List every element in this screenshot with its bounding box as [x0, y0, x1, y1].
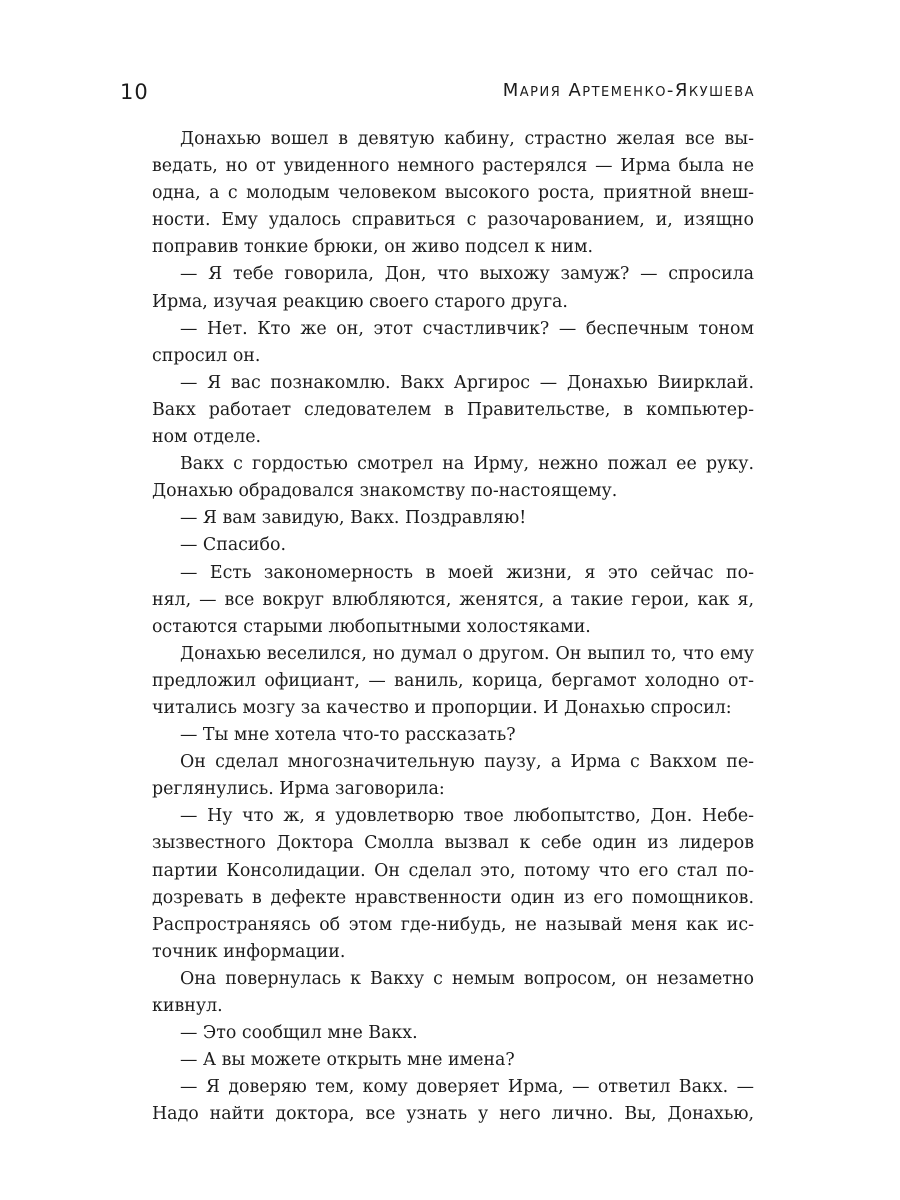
text-line: — Я тебе говорила, Дон, что выхожу замуж? — спросила: [180, 264, 754, 285]
running-head-author: Мария Артеменко-Якушева: [502, 80, 755, 101]
text-line: Надо найти доктора, все узнать у него лично. Вы, Донахью,: [152, 1104, 754, 1125]
text-line: — Я вас познакомлю. Вакх Аргирос — Донахью Виирклай.: [180, 372, 754, 393]
text-line: Донахью обрадовался знакомству по-настоящему.: [152, 481, 618, 502]
text-line: — Ты мне хотела что-то рассказать?: [180, 725, 516, 746]
text-line: Вакх с гордостью смотрел на Ирму, нежно пожал ее руку.: [180, 454, 754, 475]
text-line: Ирма, изучая реакцию своего старого друга.: [152, 291, 568, 312]
text-line: Донахью веселился, но думал о другом. Он выпил то, что ему: [180, 643, 754, 664]
text-line: остаются старыми любопытными холостяками.: [152, 616, 591, 637]
text-line: одна, а с молодым человеком высокого роста, приятной внеш-: [152, 183, 754, 204]
text-line: реглянулись. Ирма заговорила:: [152, 779, 445, 800]
text-line: — Ну что ж, я удовлетворю твое любопытство, Дон. Небе-: [180, 806, 754, 827]
text-line: — Я доверяю тем, кому доверяет Ирма, — ответил Вакх. —: [180, 1077, 754, 1098]
text-line: Донахью вошел в девятую кабину, страстно желая все вы-: [180, 129, 754, 149]
text-line: Она повернулась к Вакху с немым вопросом, он незаметно: [180, 968, 754, 989]
text-line: Распространяясь об этом где-нибудь, не называй меня как ис-: [152, 914, 754, 935]
body-text: [152, 126, 754, 1128]
text-line: нял, — все вокруг влюбляются, женятся, а такие герои, как я,: [152, 589, 754, 610]
text-line: ведать, но от увиденного немного растерялся — Ирма была не: [152, 156, 754, 177]
text-line: Он сделал многозначительную паузу, а Ирма с Вакхом пе-: [180, 752, 754, 773]
text-line: кивнул.: [152, 996, 223, 1016]
text-line: ном отделе.: [152, 427, 262, 448]
text-line: предложил официант, — ваниль, корица, бергамот холодно от-: [152, 670, 754, 691]
text-line: зызвестного Доктора Смолла вызвал к себе один из лидеров: [152, 833, 754, 854]
text-line: точник информации.: [152, 941, 346, 962]
text-line: — А вы можете открыть мне имена?: [180, 1050, 515, 1071]
text-line: читались мозгу за качество и пропорции. И Донахью спросил:: [152, 697, 732, 718]
text-line: — Я вам завидую, Вакх. Поздравляю!: [180, 508, 527, 529]
text-line: — Спасибо.: [180, 535, 286, 556]
text-line: Вакх работает следователем в Правительстве, в компьютер-: [152, 399, 754, 420]
text-line: — Есть закономерность в моей жизни, я это сейчас по-: [180, 562, 754, 583]
text-line: спросил он.: [152, 345, 261, 366]
text-line: — Нет. Кто же он, этот счастливчик? — беспечным тоном: [180, 318, 754, 339]
page-number: 10: [120, 80, 149, 104]
text-line: дозревать в дефекте нравственности один из его помощников.: [152, 887, 754, 908]
text-line: — Это сообщил мне Вакх.: [180, 1023, 418, 1044]
text-line: поправив тонкие брюки, он живо подсел к ним.: [152, 237, 594, 258]
page-header: [120, 80, 755, 116]
text-line: партии Консолидации. Он сделал это, потому что его стал по-: [152, 860, 754, 881]
text-line: ности. Ему удалось справиться с разочарованием, и, изящно: [152, 210, 754, 231]
